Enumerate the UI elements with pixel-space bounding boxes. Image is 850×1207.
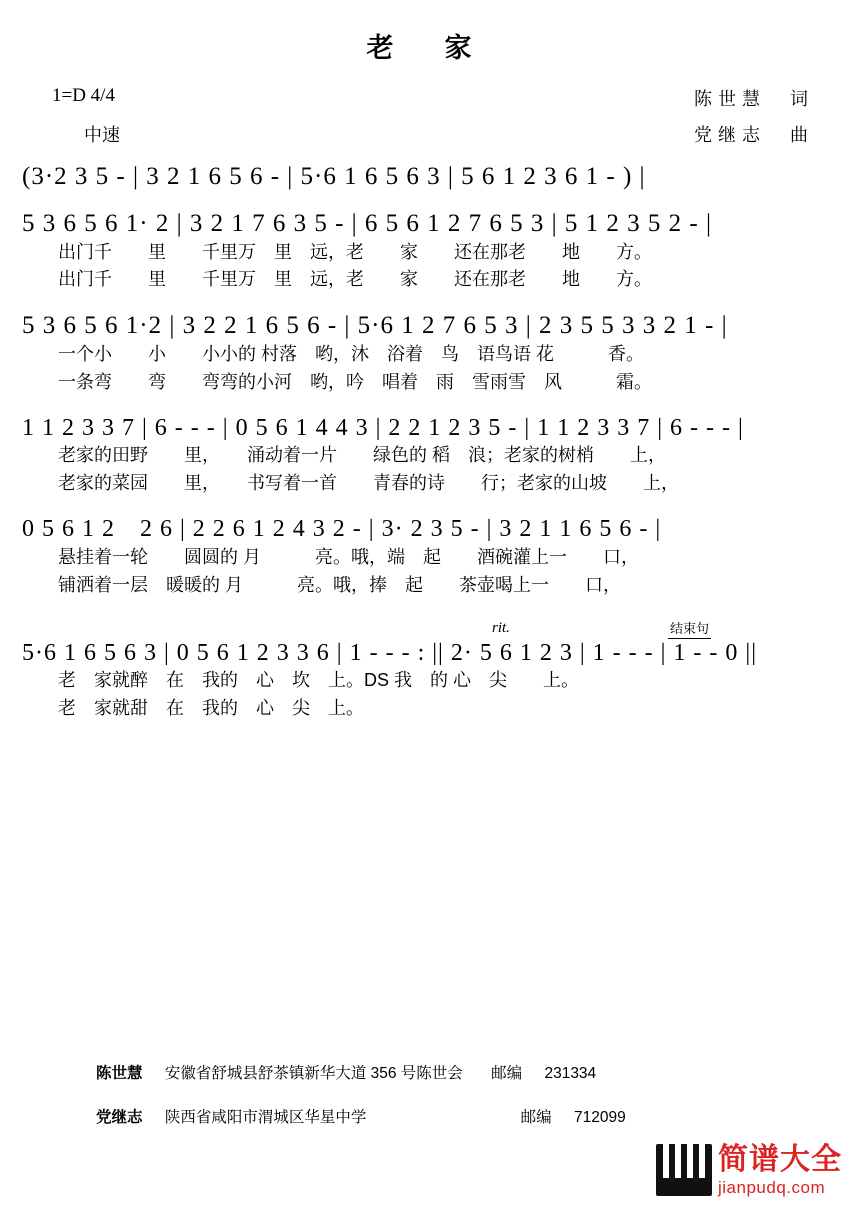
score-system-6 (0, 618, 850, 723)
ending-label: 结束句 (668, 618, 711, 639)
zip-label: 邮编 (520, 1109, 552, 1126)
rit-marking: rit. (492, 619, 510, 636)
lyric-line-verse2: 出门千 里 千里万 里 远，老 家 还在那老 地 方。 (58, 269, 652, 290)
notation-line: 5·6 1 6 5 6 3 | 0 5 6 1 2 3 3 6 | 1 - - - : || 2· 5 6 1 2 3 | 1 - - - | 1 - - 0 || (22, 639, 758, 666)
contact-row (0, 1061, 850, 1083)
zip-value: 712099 (573, 1109, 626, 1126)
lyric-line-verse2: 老家的菜园 里， 书写着一首 青春的诗 行；老家的山坡 上， (58, 473, 679, 494)
notation-line: 5 3 6 5 6 1·2 | 3 2 2 1 6 5 6 - | 5·6 1 2 7 6 5 3 | 2 3 5 5 3 3 2 1 - | (22, 312, 728, 340)
lyricist-credit: 陈世慧 词 (694, 89, 814, 109)
piano-keys-icon (656, 1144, 712, 1196)
score-header (0, 85, 850, 163)
notation-line: (3·2 3 5 - | 3 2 1 6 5 6 - | 5·6 1 6 5 6 3 | 5 6 1 2 3 6 1 - ) | (22, 163, 646, 190)
lyric-line-verse2: 铺洒着一层 暖暖的 月 亮。哦，捧 起 茶壶喝上一 口， (58, 574, 621, 595)
score-system-2 (0, 210, 850, 295)
notation-line: 0 5 6 1 2 2 6 | 2 2 6 1 2 4 3 2 - | 3· 2 3 5 - | 3 2 1 1 6 5 6 - | (22, 516, 662, 543)
lyric-line-verse2: 一条弯 弯 弯弯的小河 哟，吟 唱着 雨 雪雨雪 风 霜。 (58, 371, 652, 392)
site-logo[interactable] (656, 1139, 842, 1201)
lyric-line-verse1: 出门千 里 千里万 里 远，老 家 还在那老 地 方。 (58, 241, 652, 262)
contact-address: 安徽省舒城县舒茶镇新华大道 356 号陈世会 (164, 1065, 463, 1082)
contact-address: 陕西省咸阳市渭城区华星中学 (164, 1109, 367, 1126)
lyric-line-verse1: 一个小 小 小小的 村落 哟，沐 浴着 鸟 语鸟语 花 香。 (58, 344, 644, 365)
page-title: 老 家 (366, 33, 484, 63)
lyric-line-verse1: 悬挂着一轮 圆圆的 月 亮。哦，端 起 酒碗灌上一 口， (58, 546, 639, 567)
lyric-line-verse2: 老 家就甜 在 我的 心 尖 上。 (58, 698, 364, 719)
score-system-4 (0, 415, 850, 498)
key-signature: 1=D 4/4 (52, 85, 115, 106)
lyric-line-verse1: 老家的田野 里， 涌动着一片 绿色的 稻 浪；老家的树梢 上， (58, 445, 666, 466)
contact-name: 党继志 (96, 1109, 143, 1126)
logo-cn-text: 简谱大全 (718, 1142, 842, 1176)
contact-name: 陈世慧 (96, 1065, 143, 1082)
notation-line: 5 3 6 5 6 1· 2 | 3 2 1 7 6 3 5 - | 6 5 6 1 2 7 6 5 3 | 5 1 2 3 5 2 - | (22, 209, 712, 237)
lyric-line-verse1: 老 家就醉 在 我的 心 坎 上。DS 我 的 心 尖 上。 (58, 670, 580, 691)
contact-footer (0, 1061, 850, 1149)
contact-row (0, 1105, 850, 1127)
score-system-5 (0, 516, 850, 599)
zip-label: 邮编 (491, 1065, 523, 1082)
zip-value: 231334 (544, 1065, 597, 1082)
score-system-3 (0, 312, 850, 397)
composer-credit: 党继志 曲 (694, 125, 814, 145)
notation-line: 1 1 2 3 3 7 | 6 - - - | 0 5 6 1 4 4 3 | 2 2 1 2 3 5 - | 1 1 2 3 3 7 | 6 - - - | (22, 414, 744, 441)
tempo-marking: 中速 (84, 125, 120, 145)
score-system-1 (0, 163, 850, 192)
logo-en-text: jianpudq.com (718, 1177, 826, 1197)
